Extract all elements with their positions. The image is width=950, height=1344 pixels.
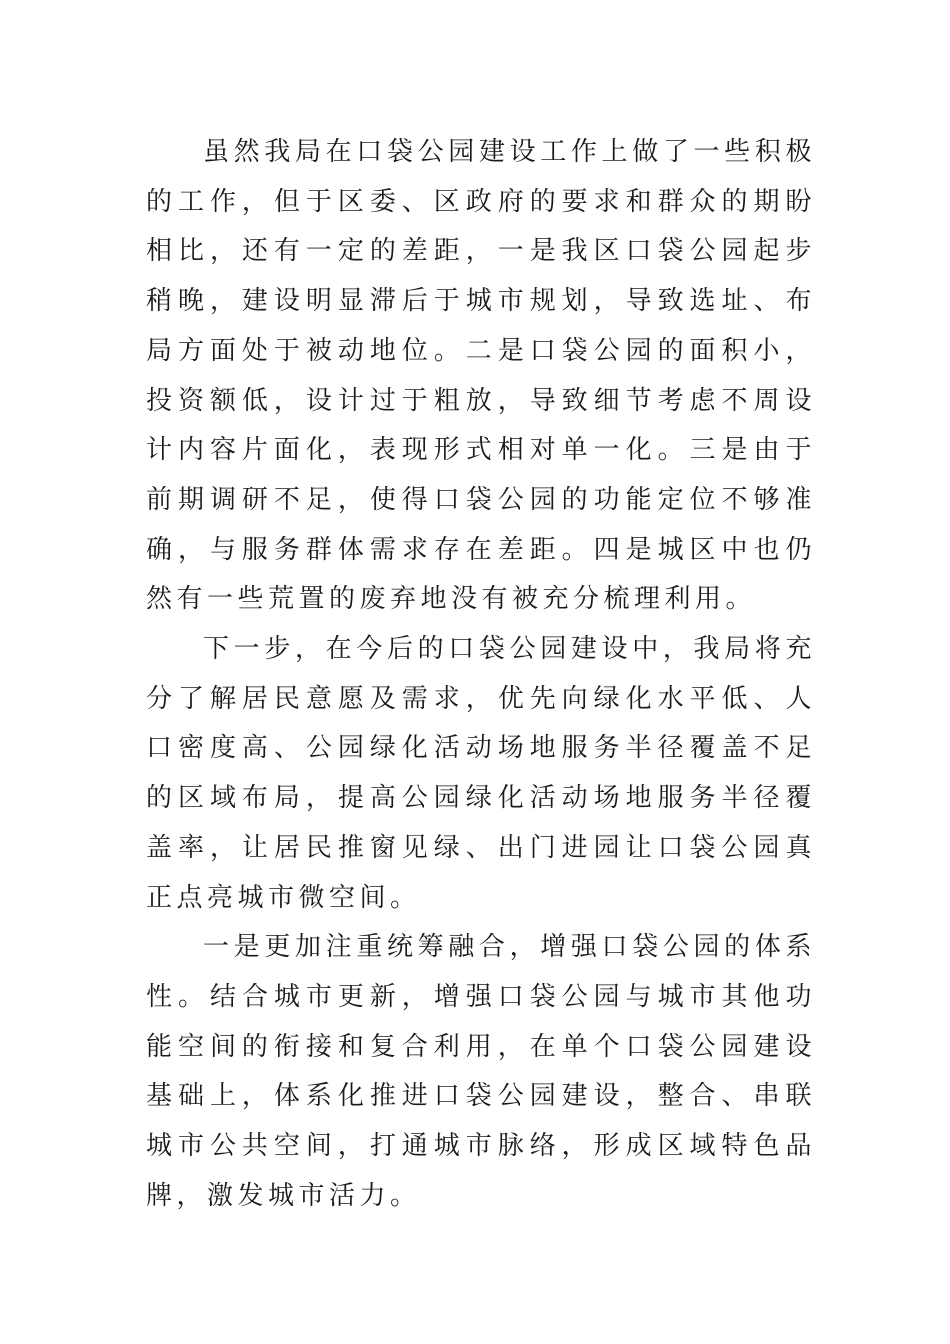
paragraph-shortcomings: 虽然我局在口袋公园建设工作上做了一些积极的工作，但于区委、区政府的要求和群众的期盼相比，还有一定的差距，一是我区口袋公园起步稍晚，建设明显滞后于城市规划，导致选址、布局方面处于被动地位。二是口袋公园的面积小，投资额低，设计过于粗放，导致细节考虑不周设计内容片面化，表现形式相对单一化。三是由于前期调研不足，使得口袋公园的功能定位不够准确，与服务群体需求存在差距。四是城区中也仍然有一些荒置的废弃地没有被充分梳理利用。 [146, 137, 816, 615]
paragraph-next-steps: 下一步，在今后的口袋公园建设中，我局将充分了解居民意愿及需求，优先向绿化水平低、人口密度高、公园绿化活动场地服务半径覆盖不足的区域布局，提高公园绿化活动场地服务半径覆盖率，让居民推窗见绿、出门进园让口袋公园真正点亮城市微空间。 [146, 634, 816, 913]
paragraph-integration: 一是更加注重统筹融合，增强口袋公园的体系性。结合城市更新，增强口袋公园与城市其他功能空间的衔接和复合利用，在单个口袋公园建设基础上，体系化推进口袋公园建设，整合、串联城市公共空间，打通城市脉络，形成区域特色品牌，激发城市活力。 [146, 932, 816, 1211]
document-body [146, 128, 816, 1221]
